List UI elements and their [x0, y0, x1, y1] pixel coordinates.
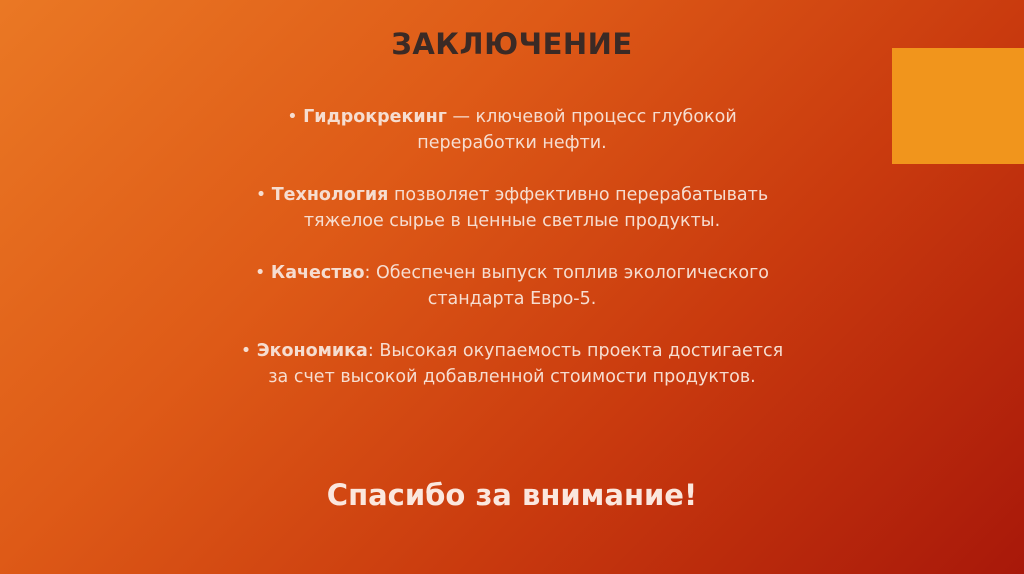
bullet: • [240, 341, 257, 361]
accent-box [892, 48, 1024, 164]
slide-title: ЗАКЛЮЧЕНИЕ [391, 27, 633, 61]
bullet: • [287, 107, 304, 127]
item-term: Экономика [256, 341, 368, 361]
list-item-hydrocracking [240, 104, 784, 156]
item-term: Качество [270, 263, 365, 283]
list-item-economics [240, 338, 784, 390]
list-item-technology [240, 182, 784, 234]
closing-text: Спасибо за внимание! [326, 478, 698, 512]
list-item-quality [240, 260, 784, 312]
item-text: : Обеспечен выпуск топлив экологического стандарта Евро-5. [364, 263, 769, 309]
item-text: : Высокая окупаемость проекта достигается за счет высокой добавленной стоимости продуктов. [268, 341, 784, 387]
bullet: • [255, 185, 272, 205]
item-text: — ключевой процесс глубокой переработки нефти. [417, 107, 737, 153]
item-term: Гидрокрекинг [303, 107, 447, 127]
item-text: позволяет эффективно перерабатывать тяжелое сырье в ценные светлые продукты. [303, 185, 769, 231]
item-term: Технология [271, 185, 389, 205]
bullet: • [255, 263, 271, 283]
conclusion-list [240, 104, 784, 416]
